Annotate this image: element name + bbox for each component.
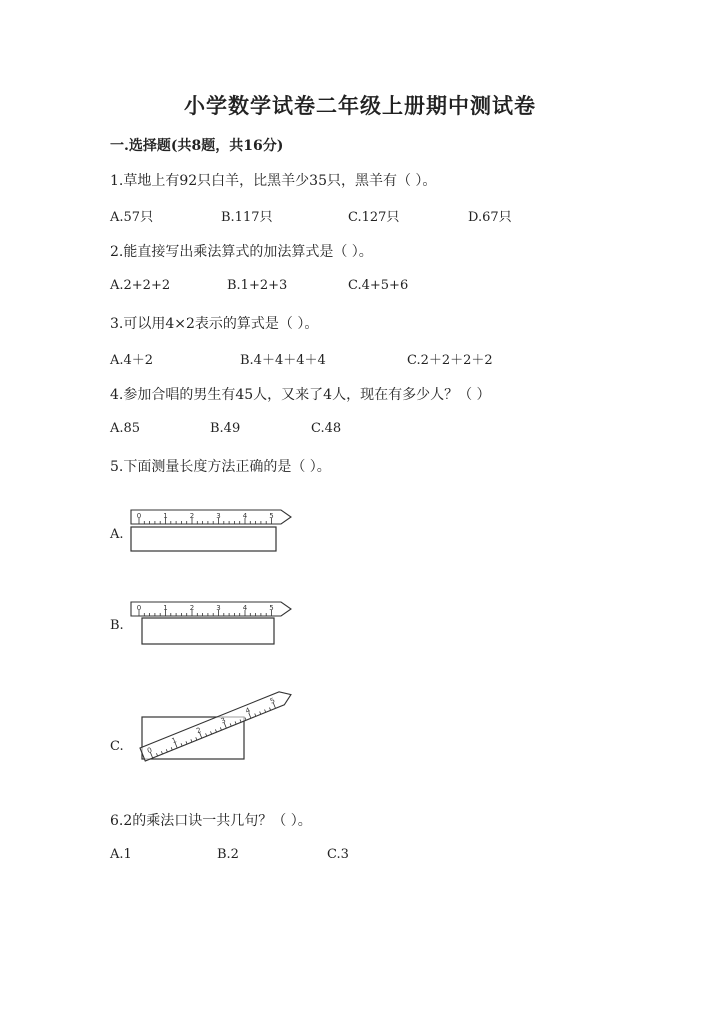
figure-a — [131, 510, 291, 551]
ruler-tick-label: 2 — [189, 604, 195, 612]
question-1-text: 1.草地上有92只白羊，比黑羊少35只，黑羊有（ ）。 — [110, 173, 437, 189]
question-5-option-b[interactable]: B. — [110, 618, 124, 633]
ruler-tick-label: 5 — [268, 696, 277, 706]
question-1-option-b[interactable]: B.117只 — [221, 210, 273, 225]
figure-a-rectangle — [131, 527, 276, 551]
question-4-option-b[interactable]: B.49 — [210, 421, 241, 436]
question-1-option-a[interactable]: A.57只 — [110, 210, 154, 225]
figure-b — [131, 602, 291, 644]
question-2-option-a[interactable]: A.2+2+2 — [110, 278, 171, 293]
ruler-tick-label: 4 — [242, 512, 248, 520]
ruler-tick-label: 1 — [163, 512, 168, 520]
question-3-text: 3.可以用4×2表示的算式是（ ）。 — [110, 316, 319, 332]
figure-a-ruler — [131, 510, 291, 524]
ruler-tick-label: 1 — [170, 736, 178, 746]
question-5-text: 5.下面测量长度方法正确的是（ ）。 — [110, 459, 331, 475]
question-2-text: 2.能直接写出乘法算式的加法算式是（ ）。 — [110, 244, 373, 260]
figure-c — [140, 688, 294, 761]
ruler-tick-label: 1 — [163, 604, 168, 612]
ruler-tick-label: 3 — [216, 604, 221, 612]
question-4-text: 4.参加合唱的男生有45人，又来了4人，现在有多少人？（ ） — [110, 387, 491, 403]
question-5-option-c[interactable]: C. — [110, 739, 124, 754]
ruler-tick-label: 4 — [244, 706, 252, 716]
ruler-tick-label: 0 — [136, 512, 142, 520]
question-3-option-c[interactable]: C.2＋2＋2＋2 — [407, 353, 493, 368]
figure-c-ruler — [140, 688, 294, 761]
question-6-option-b[interactable]: B.2 — [217, 847, 239, 862]
question-6-text: 6.2的乘法口诀一共几句？（ ）。 — [110, 813, 312, 829]
question-1-option-c[interactable]: C.127只 — [348, 210, 400, 225]
ruler-tick-label: 5 — [269, 512, 274, 520]
question-1-option-d[interactable]: D.67只 — [468, 210, 512, 225]
ruler-tick-label: 3 — [219, 716, 227, 726]
ruler-tick-label: 2 — [195, 726, 203, 736]
question-6-option-a[interactable]: A.1 — [110, 847, 132, 862]
figure-b-ruler — [131, 602, 291, 616]
ruler-tick-label: 0 — [136, 604, 142, 612]
figure-b-rectangle — [142, 618, 274, 644]
question-4-option-a[interactable]: A.85 — [110, 421, 141, 436]
ruler-tick-label: 2 — [189, 512, 195, 520]
page-title: 小学数学试卷二年级上册期中测试卷 — [184, 93, 536, 118]
ruler-tick-label: 4 — [242, 604, 248, 612]
question-2-option-b[interactable]: B.1+2+3 — [227, 278, 288, 293]
ruler-tick-label: 0 — [146, 746, 154, 756]
question-6-option-c[interactable]: C.3 — [327, 847, 349, 862]
question-2-option-c[interactable]: C.4+5+6 — [348, 278, 409, 293]
question-3-option-a[interactable]: A.4＋2 — [110, 353, 154, 368]
ruler-tick-label: 3 — [216, 512, 221, 520]
question-5-option-a[interactable]: A. — [110, 527, 124, 542]
question-4-option-c[interactable]: C.48 — [311, 421, 342, 436]
ruler-tick-label: 5 — [269, 604, 274, 612]
question-3-option-b[interactable]: B.4＋4＋4＋4 — [240, 353, 326, 368]
section-heading: 一.选择题(共8题，共16分) — [110, 138, 284, 154]
